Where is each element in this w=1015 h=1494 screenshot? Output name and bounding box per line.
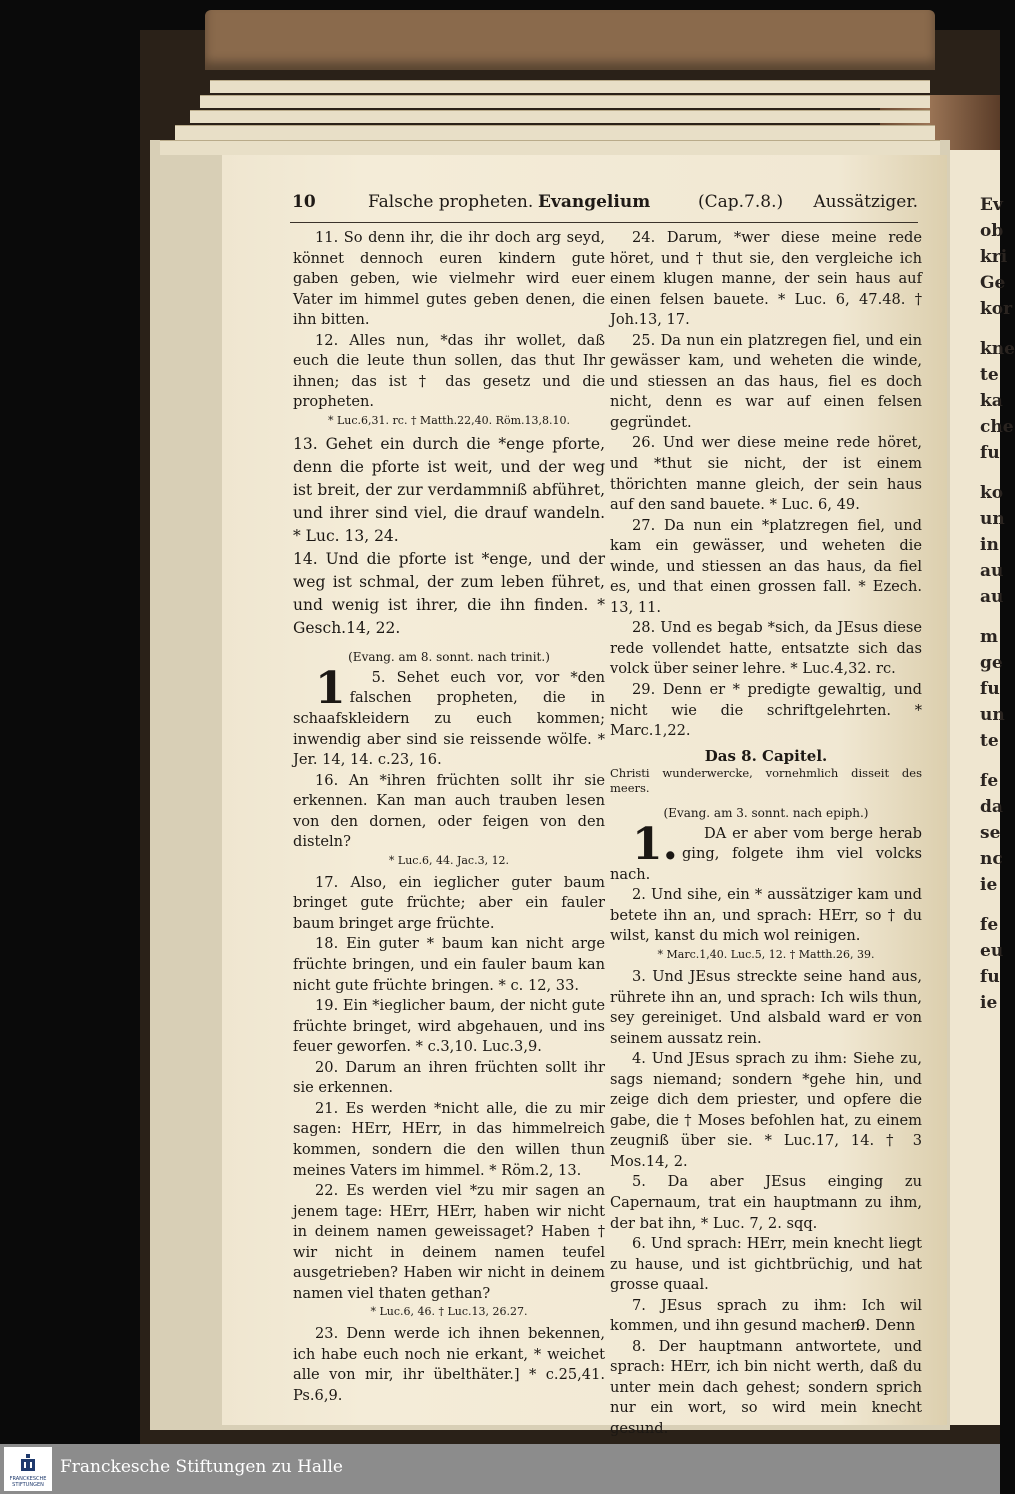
facing-page-fragment: eu (980, 941, 1004, 961)
verse: 14. Und die pforte ist *enge, und der weg ist schmal, der zum leben führet, und wenig ist ihrer, die ihn finden. * Gesch.14, 22. (293, 549, 605, 637)
header-rule (290, 222, 918, 223)
institution-logo (4, 1447, 52, 1491)
facing-page-fragment: ob (980, 221, 1004, 241)
facing-page-fragment: fu (980, 679, 1000, 699)
cross-reference: * Luc.6, 46. † Luc.13, 26.27. (370, 1305, 528, 1319)
cross-reference: * Marc.1,40. Luc.5, 12. † Matth.26, 39. (657, 947, 875, 961)
verse: 18. Ein guter * baum kan nicht arge früchte bringen, und ein fauler baum kan nicht gute früchte bringen. * c. 12, 33. (293, 935, 605, 994)
facing-page-fragment: fe (980, 771, 999, 791)
verse: 6. Und sprach: HErr, mein knecht liegt zu hause, und ist gichtbrüchig, und hat grosse quaal. (610, 1235, 922, 1294)
verse: 4. Und JEsus sprach zu ihm: Siehe zu, sags niemand; sondern *gehe hin, und zeige dich dem priester, und opfere die gabe, die † Moses befohlen hat, zu einem zeugniß über sie. * Luc.17, 14. † 3 Mos.14, 2. (610, 1050, 922, 1170)
facing-page-fragment: kne (980, 339, 1015, 359)
facing-page-fragment: Ev (980, 195, 1003, 215)
facing-page-edge (950, 150, 1015, 1425)
facing-page-fragment: te (980, 365, 999, 385)
verse: 1.DA er aber vom berge herab ging, folgete ihm viel volcks nach. (610, 818, 922, 883)
facing-page-fragment: che (980, 417, 1014, 437)
verse: 22. Es werden viel *zu mir sagen an jenem tage: HErr, HErr, haben wir nicht in deinem namen geweissaget? Haben † wir nicht in deinem namen teufel ausgetrieben? Haben wir nicht in deinem namen viel thaten gethan? (293, 1182, 605, 1302)
page-number: 10 (292, 192, 316, 212)
cross-reference: * Luc.6, 44. Jac.3, 12. (388, 853, 510, 867)
facing-page-fragment: m (980, 627, 998, 647)
verse: 11. So denn ihr, die ihr doch arg seyd, könnet dennoch euren kindern gute gaben geben, wie vielmehr wird euer Vater im himmel gutes geben denen, die ihn bitten. (293, 229, 605, 329)
verse: 24. Darum, *wer diese meine rede höret, und † thut sie, den vergleiche ich einem klugen manne, der sein haus auf einen felsen bauete. * Luc. 6, 47.48. † Joh.13, 17. (610, 229, 922, 329)
verse: 7. JEsus sprach zu ihm: Ich wil kommen, und ihn gesund machen. (610, 1296, 922, 1335)
header-right-title: Aussätziger. (813, 192, 918, 212)
chapter-heading: Das 8. Capitel. (704, 746, 828, 765)
facing-page-fragment: un (980, 509, 1005, 529)
liturgical-note: (Evang. am 8. sonnt. nach trinit.) (348, 649, 550, 664)
running-header (290, 192, 918, 222)
verse: 20. Darum an ihren früchten sollt ihr sie erkennen. (293, 1058, 605, 1097)
facing-page-fragment: kor (980, 299, 1013, 319)
facing-page-fragment: ko (980, 483, 1004, 503)
header-left-title: Falsche propheten. (368, 192, 534, 212)
facing-page-fragment: fu (980, 443, 1000, 463)
verse: 2. Und sihe, ein * aussätziger kam und betete ihn an, und sprach: HErr, so † du wilst, kanst du mich wol reinigen. (610, 886, 922, 945)
logo-text-line1: FRANCKESCHE (9, 1476, 47, 1482)
facing-page-fragment: Ge (980, 273, 1006, 293)
facing-page-fragment: kri (980, 247, 1008, 267)
book-cover-top (205, 10, 935, 70)
footer-bar (0, 1444, 1000, 1494)
header-chapter-ref: (Cap.7.8.) (698, 192, 784, 212)
verse: 3. Und JEsus streckte seine hand aus, rührete ihn an, und sprach: Ich wils thun, sey gereiniget. Und alsbald ward er von seinem aussatz rein. (610, 967, 922, 1047)
institution-emblem-icon (18, 1453, 38, 1473)
facing-page-fragment: da (980, 797, 1003, 817)
facing-page-fragment: au (980, 587, 1004, 607)
chapter-summary: Christi wunderwercke, vornehmlich disseit des meers. (610, 765, 922, 795)
facing-page-fragment: te (980, 731, 999, 751)
verse: 13. Gehet ein durch die *enge pforte, denn die pforte ist weit, und der weg ist breit, der zur verdammniß abführet, und ihrer sind viel, die drauf wandeln. * Luc. 13, 24. (293, 434, 605, 545)
verse: 16. An *ihren früchten sollt ihr sie erkennen. Kan man auch trauben lesen von den dornen, oder feigen von den disteln? (293, 771, 605, 851)
right-text-column (610, 228, 922, 1440)
header-center-title: Evangelium (538, 192, 651, 212)
catchword: 9. Denn (856, 1316, 916, 1334)
facing-page-fragment: ie (980, 993, 998, 1013)
verse: 19. Ein *ieglicher baum, der nicht gute früchte bringet, wird abgehauen, und ins feuer geworfen. * c.3,10. Luc.3,9. (293, 997, 605, 1056)
facing-page-fragment: fe (980, 915, 999, 935)
verse: 27. Da nun ein *platzregen fiel, und kam ein gewässer, und weheten die winde, und stiessen an das haus, da fiel es, und that einen grossen fall. * Ezech. 13, 11. (610, 516, 922, 616)
facing-page-fragment: nc (980, 849, 1003, 869)
facing-page-fragment: se (980, 823, 1001, 843)
verse: 23. Denn werde ich ihnen bekennen, ich habe euch noch nie erkant, * weichet alle von mir, ihr übelthäter.] * c.25,41. Ps.6,9. (293, 1325, 605, 1404)
verse: 29. Denn er * predigte gewaltig, und nicht wie die schriftgelehrten. * Marc.1,22. (610, 681, 922, 740)
verse: 17. Also, ein ieglicher guter baum bringet gute früchte; aber ein fauler baum bringet arge früchte. (293, 873, 605, 932)
cross-reference: * Luc.6,31. rc. † Matth.22,40. Röm.13,8.10. (328, 413, 570, 427)
verse: 15. Sehet euch vor, vor *den falschen propheten, die in schaafskleidern zu euch kommen; inwendig aber sind sie reissende wölfe. * Jer. 14, 14. c.23, 16. (293, 662, 605, 769)
facing-page-fragment: ge (980, 653, 1003, 673)
verse: 5. Da aber JEsus einging zu Capernaum, trat ein hauptmann zu ihm, der bat ihn, * Luc. 7, 2. sqq. (610, 1173, 922, 1232)
liturgical-note: (Evang. am 3. sonnt. nach epiph.) (663, 805, 869, 820)
facing-page-fragment: in (980, 535, 999, 555)
facing-page-fragment: ka (980, 391, 1003, 411)
verse: 12. Alles nun, *das ihr wollet, daß euch die leute thun sollen, das thut Ihr ihnen; das ist † das gesetz und die propheten. (293, 331, 605, 411)
facing-page-fragment: ie (980, 875, 998, 895)
verse: 21. Es werden *nicht alle, die zu mir sagen: HErr, HErr, in das himmelreich kommen, sondern die den willen thun meines Vaters im himmel. * Röm.2, 13. (293, 1099, 605, 1179)
facing-page-fragment: un (980, 705, 1005, 725)
verse: 8. Der hauptmann antwortete, und sprach: HErr, ich bin nicht werth, daß du unter mein dach gehest; sondern sprich nur ein wort, so wird mein knecht gesund. (610, 1337, 922, 1437)
verse: 26. Und wer diese meine rede höret, und *thut sie nicht, der ist einem thörichten manne gleich, der sein haus auf den sand bauete. * Luc. 6, 49. (610, 434, 922, 514)
institution-name: Franckesche Stiftungen zu Halle (60, 1457, 343, 1477)
verse: 28. Und es begab *sich, da JEsus diese rede vollendet hatte, entsatzte sich das volck über seiner lehre. * Luc.4,32. rc. (610, 619, 922, 678)
verse: 25. Da nun ein platzregen fiel, und ein gewässer kam, und weheten die winde, und stiessen an das haus, fiel es doch nicht, denn es war auf einen felsen gegründet. (610, 331, 922, 431)
logo-text-line2: STIFTUNGEN (12, 1482, 44, 1488)
left-text-column (293, 228, 605, 1407)
facing-page-fragment: fu (980, 967, 1000, 987)
facing-page-fragment: au (980, 561, 1004, 581)
